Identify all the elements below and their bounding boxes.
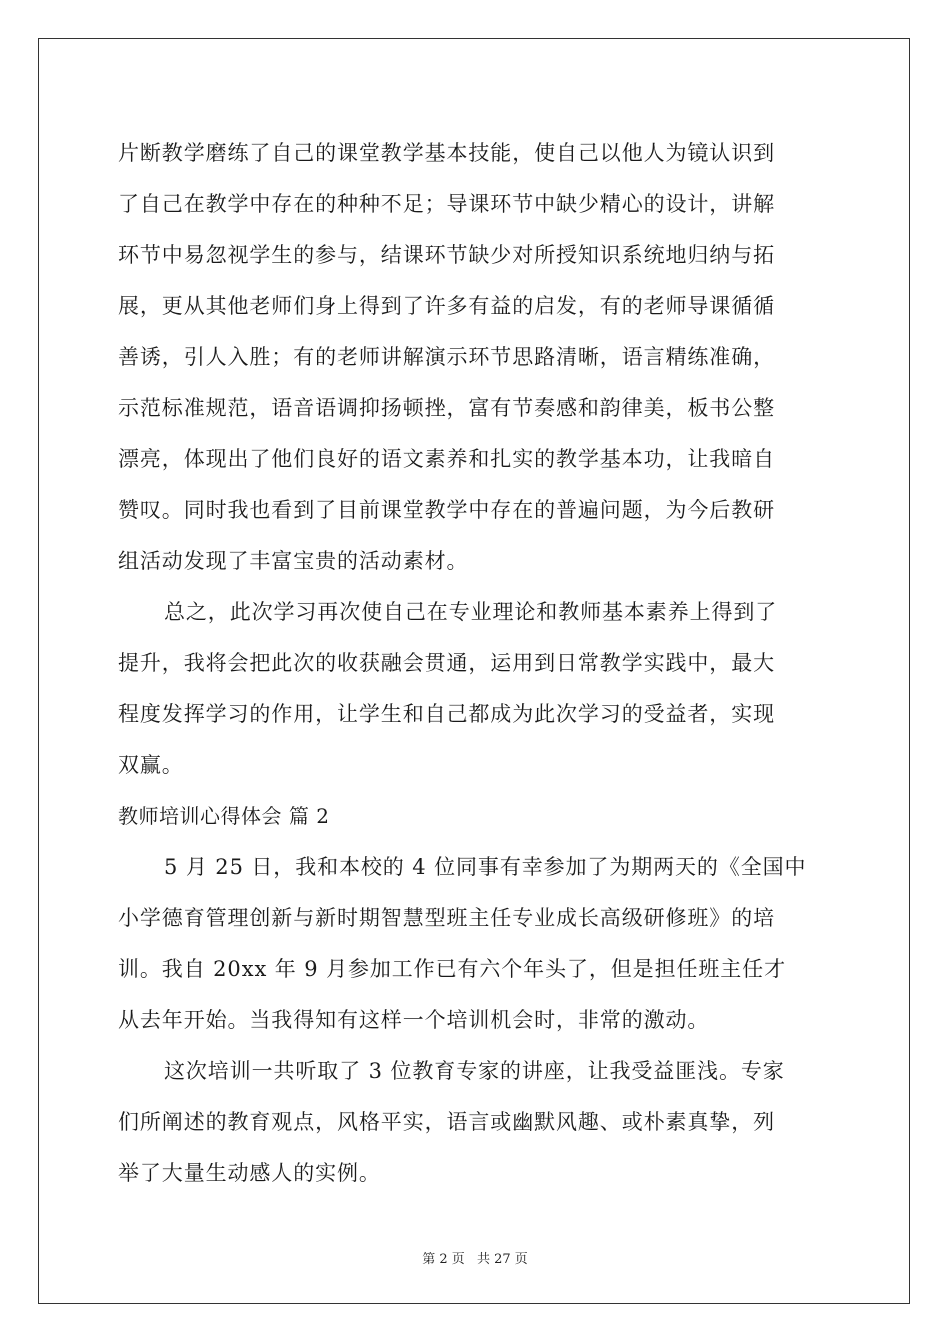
text-line: 片断教学磨练了自己的课堂教学基本技能，使自己以他人为镜认识到 <box>118 141 775 165</box>
text-line: 展，更从其他老师们身上得到了许多有益的启发，有的老师导课循循 <box>118 294 775 318</box>
text-line: 双赢。 <box>118 753 184 777</box>
text-line: 赞叹。同时我也看到了目前课堂教学中存在的普遍问题，为今后教研 <box>118 498 775 522</box>
document-body <box>118 128 834 1199</box>
text-line: 们所阐述的教育观点，风格平实，语言或幽默风趣、或朴素真挚，列 <box>118 1110 775 1134</box>
text-line: 了自己在教学中存在的种种不足；导课环节中缺少精心的设计，讲解 <box>118 192 775 216</box>
text-line: 这次培训一共听取了 3 位教育专家的讲座，让我受益匪浅。专家 <box>164 1059 785 1083</box>
page-total: 共 27 页 <box>476 1252 528 1267</box>
text-line: 训。我自 20xx 年 9 月参加工作已有六个年头了，但是担任班主任才 <box>118 957 786 981</box>
section-heading: 教师培训心得体会 篇 2 <box>118 804 330 828</box>
text-line: 总之，此次学习再次使自己在专业理论和教师基本素养上得到了 <box>164 600 778 624</box>
page-number: 第 2 页 <box>422 1252 465 1267</box>
text-line: 5 月 25 日，我和本校的 4 位同事有幸参加了为期两天的《全国中 <box>164 855 807 879</box>
text-line: 组活动发现了丰富宝贵的活动素材。 <box>118 549 469 573</box>
text-line: 提升，我将会把此次的收获融会贯通，运用到日常教学实践中，最大 <box>118 651 775 675</box>
text-line: 漂亮，体现出了他们良好的语文素养和扎实的教学基本功，让我暗自 <box>118 447 775 471</box>
text-line: 举了大量生动感人的实例。 <box>118 1161 381 1185</box>
text-line: 程度发挥学习的作用，让学生和自己都成为此次学习的受益者，实现 <box>118 702 775 726</box>
text-line: 小学德育管理创新与新时期智慧型班主任专业成长高级研修班》的培 <box>118 906 775 930</box>
text-line: 从去年开始。当我得知有这样一个培训机会时，非常的激动。 <box>118 1008 710 1032</box>
text-line: 示范标准规范，语音语调抑扬顿挫，富有节奏感和韵律美，板书公整 <box>118 396 775 420</box>
page-footer <box>0 1248 950 1267</box>
text-line: 善诱，引人入胜；有的老师讲解演示环节思路清晰，语言精练准确， <box>118 345 775 369</box>
text-line: 环节中易忽视学生的参与，结课环节缺少对所授知识系统地归纳与拓 <box>118 243 775 267</box>
